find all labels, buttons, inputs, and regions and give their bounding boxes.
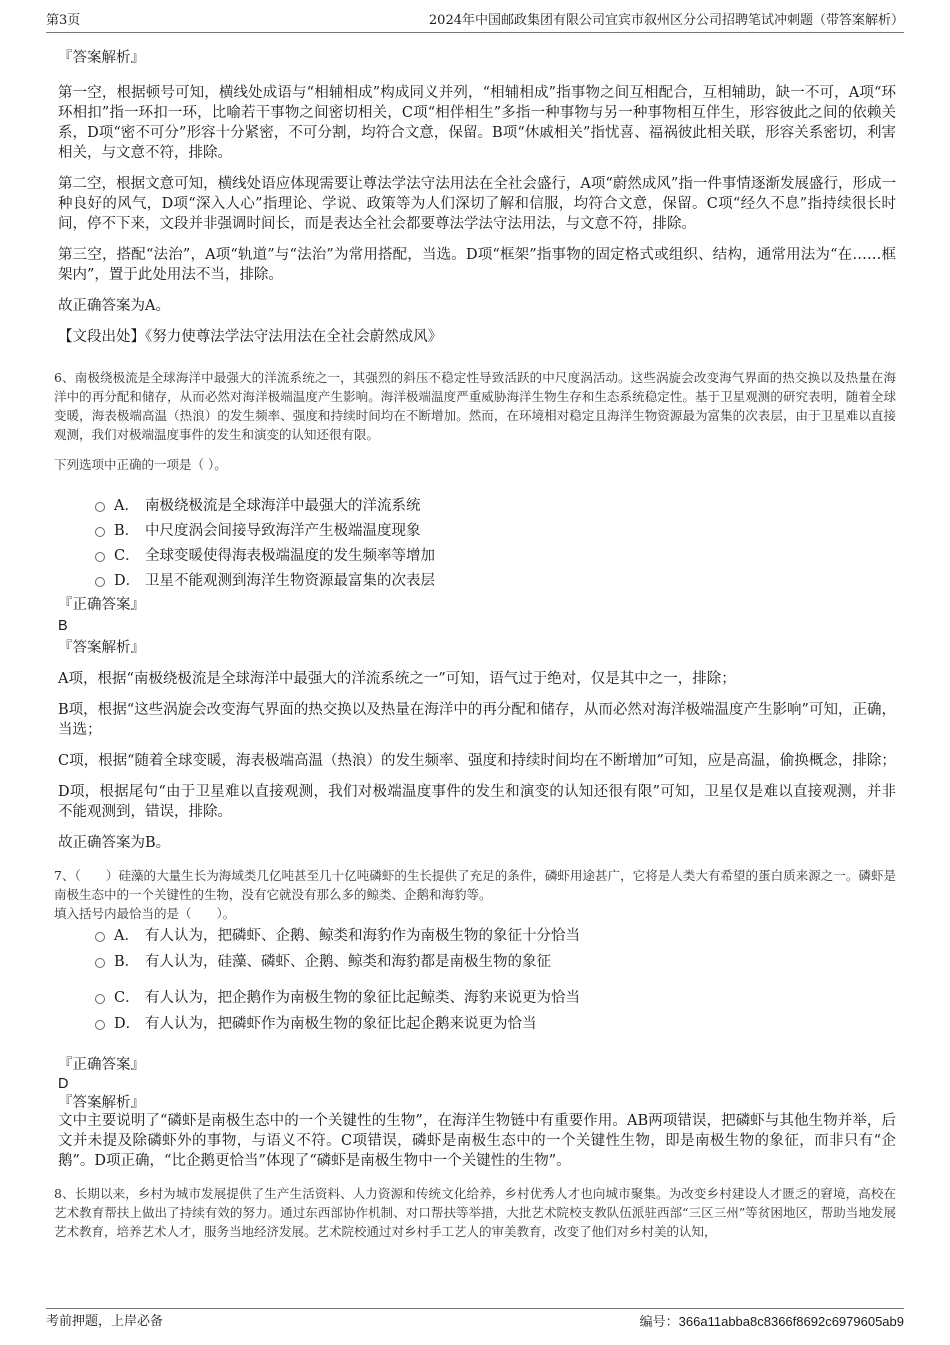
option-text: 中尺度涡会间接导致海洋产生极端温度现象	[145, 523, 421, 539]
q6-analysis-c: C项，根据“随着全球变暖，海表极端高温（热浪）的发生频率、强度和持续时间均在不断增加”可知，应是高温，偷换概念，排除；	[58, 753, 896, 769]
q7-option-a[interactable]	[58, 926, 896, 946]
option-letter: A．	[114, 928, 139, 944]
q6-conclusion: 故正确答案为B。	[58, 835, 171, 851]
q7-option-d[interactable]	[58, 1014, 896, 1034]
radio-button[interactable]	[95, 958, 105, 968]
option-letter: A．	[114, 498, 139, 514]
q7-analysis-label: 『答案解析』	[58, 1095, 145, 1111]
page-header	[46, 10, 904, 33]
q8-stem: 8、长期以来，乡村为城市发展提供了生产生活资料、人力资源和传统文化给养，乡村优秀人才也向城市聚集。为改变乡村建设人才匮乏的窘境，高校在艺术教育帮扶上做出了持续有效的努力。通过东西部协作机制、对口帮扶等举措，大批艺术院校支教队伍派驻西部“三区三州”等贫困地区，帮助当地发展艺术教育，培养艺术人才，服务当地经济发展。艺术院校通过对乡村手工艺人的审美教育，改变了他们对乡村美的认知，	[54, 1186, 896, 1239]
option-letter: C．	[114, 990, 140, 1006]
q7-option-b[interactable]	[58, 952, 896, 972]
q6-analysis-b: B项，根据“这些涡旋会改变海气界面的热交换以及热量在海洋中的再分配和储存，从而必然对海洋极端温度产生影响”可知，正确，当选；	[58, 702, 896, 738]
q5-source: 【文段出处】《努力使尊法学法守法用法在全社会蔚然成风》	[58, 329, 443, 345]
option-text: 有人认为，把磷虾作为南极生物的象征比起企鹅来说更为恰当	[145, 1016, 537, 1032]
radio-button[interactable]	[95, 552, 105, 562]
footer-slogan: 考前押题，上岸必备	[46, 1314, 164, 1329]
q6-option-b[interactable]	[58, 521, 896, 541]
radio-button[interactable]	[95, 932, 105, 942]
option-text: 南极绕极流是全球海洋中最强大的洋流系统	[145, 498, 421, 514]
option-text: 全球变暖使得海表极端温度的发生频率等增加	[145, 548, 435, 564]
q7-options	[58, 926, 896, 1034]
radio-button[interactable]	[95, 577, 105, 587]
page-footer	[46, 1308, 904, 1333]
option-text: 有人认为，把磷虾、企鹅、鲸类和海豹作为南极生物的象征十分恰当	[145, 928, 580, 944]
option-text: 卫星不能观测到海洋生物资源最富集的次表层	[145, 573, 435, 589]
q7-question: 填入括号内最恰当的是（ ）。	[54, 906, 236, 921]
document-id: 编号：366a11abba8c8366f8692c6979605ab9	[639, 1314, 904, 1329]
q7-answer-label: 『正确答案』	[58, 1057, 145, 1073]
q6-answer: B	[58, 618, 68, 634]
option-letter: B．	[114, 523, 140, 539]
q5-analysis-para-1: 第一空，根据顿号可知，横线处成语与“相辅相成”构成同义并列，“相辅相成”指事物之间互相配合，互相辅助，缺一不可，A项“环环相扣”指一环扣一环，比喻若干事物之间密切相关，C项“相伴相生”多指一种事物与另一种事物相互伴生，形容彼此之间的依赖关系，D项“密不可分”形容十分紧密，不可分割，均符合文意，保留。B项“休戚相关”指忧喜、福祸彼此相关联，形容关系密切，利害相关，与文意不符，排除。	[58, 85, 896, 161]
option-letter: C．	[114, 548, 140, 564]
q7-option-c[interactable]	[58, 988, 896, 1008]
option-letter: B．	[114, 954, 140, 970]
option-text: 有人认为，把企鹅作为南极生物的象征比起鲸类、海豹来说更为恰当	[145, 990, 580, 1006]
document-body	[54, 42, 896, 1241]
q6-analysis-d: D项，根据尾句“由于卫星难以直接观测，我们对极端温度事件的发生和演变的认知还很有限”可知，卫星仅是难以直接观测，并非不能观测到，错误，排除。	[58, 784, 896, 820]
q6-stem: 6、南极绕极流是全球海洋中最强大的洋流系统之一，其强烈的斜压不稳定性导致活跃的中尺度涡活动。这些涡旋会改变海气界面的热交换以及热量在海洋中的再分配和储存，从而必然对海洋极端温度产生影响。海洋极端温度严重威胁海洋生物生存和生态系统稳定性。基于卫星观测的研究表明，随着全球变暖，海表极端高温（热浪）的发生频率、强度和持续时间均在不断增加。然而，在环境相对稳定且海洋生物资源最为富集的次表层，由于卫星难以直接观测，我们对极端温度事件的发生和演变的认知还很有限。	[54, 370, 896, 442]
q6-analysis-label: 『答案解析』	[58, 640, 145, 656]
q5-analysis-para-2: 第二空，根据文意可知，横线处语应体现需要让尊法学法守法用法在全社会盛行，A项“蔚然成风”指一件事情逐渐发展盛行，形成一种良好的风气，D项“深入人心”指理论、学说、政策等为人们深切了解和信服，均符合文意，保留。C项“经久不息”指持续很长时间，停不下来，文段并非强调时间长，而是表达全社会都要尊法学法守法用法，与文意不符，排除。	[58, 176, 896, 232]
q6-answer-label: 『正确答案』	[58, 597, 145, 613]
q5-analysis-label: 『答案解析』	[58, 50, 145, 66]
q7-analysis: 文中主要说明了“磷虾是南极生态中的一个关键性的生物”，在海洋生物链中有重要作用。AB两项错误，把磷虾与其他生物并举，后文并未提及除磷虾外的事物，与语义不符。C项错误，磷虾是南极生态中的一个关键性生物，即是南极生物的象征，而非只有“企鹅”。D项正确，“比企鹅更恰当”体现了“磷虾是南极生物中一个关键性的生物”。	[58, 1113, 896, 1169]
document-title: 2024年中国邮政集团有限公司宜宾市叙州区分公司招聘笔试冲刺题（带答案解析）	[428, 13, 904, 28]
q6-option-d[interactable]	[58, 571, 896, 591]
q6-question: 下列选项中正确的一项是（ ）。	[54, 457, 227, 472]
option-letter: D．	[114, 1016, 141, 1032]
radio-button[interactable]	[95, 502, 105, 512]
page-number: 第3页	[46, 13, 81, 28]
q5-analysis-para-3: 第三空，搭配“法治”，A项“轨道”与“法治”为常用搭配，当选。D项“框架”指事物的固定格式或组织、结构，通常用法为“在……框架内”，置于此处用法不当，排除。	[58, 247, 896, 283]
q6-option-a[interactable]	[58, 496, 896, 516]
radio-button[interactable]	[95, 1020, 105, 1030]
q6-options	[58, 496, 896, 591]
q7-stem: 7、（ ）硅藻的大量生长为海域类几亿吨甚至几十亿吨磷虾的生长提供了充足的条件，磷虾用途甚广，它将是人类大有希望的蛋白质来源之一。磷虾是南极生态中的一个关键性的生物，没有它就没有那么多的鲸类、企鹅和海豹等。	[54, 868, 896, 902]
option-letter: D．	[114, 573, 141, 589]
q5-conclusion: 故正确答案为A。	[58, 298, 170, 314]
option-text: 有人认为，硅藻、磷虾、企鹅、鲸类和海豹都是南极生物的象征	[145, 954, 551, 970]
radio-button[interactable]	[95, 527, 105, 537]
q6-analysis-a: A项，根据“南极绕极流是全球海洋中最强大的洋流系统之一”可知，语气过于绝对，仅是其中之一，排除；	[58, 671, 736, 687]
q7-answer: D	[58, 1076, 69, 1092]
radio-button[interactable]	[95, 994, 105, 1004]
q6-option-c[interactable]	[58, 546, 896, 566]
